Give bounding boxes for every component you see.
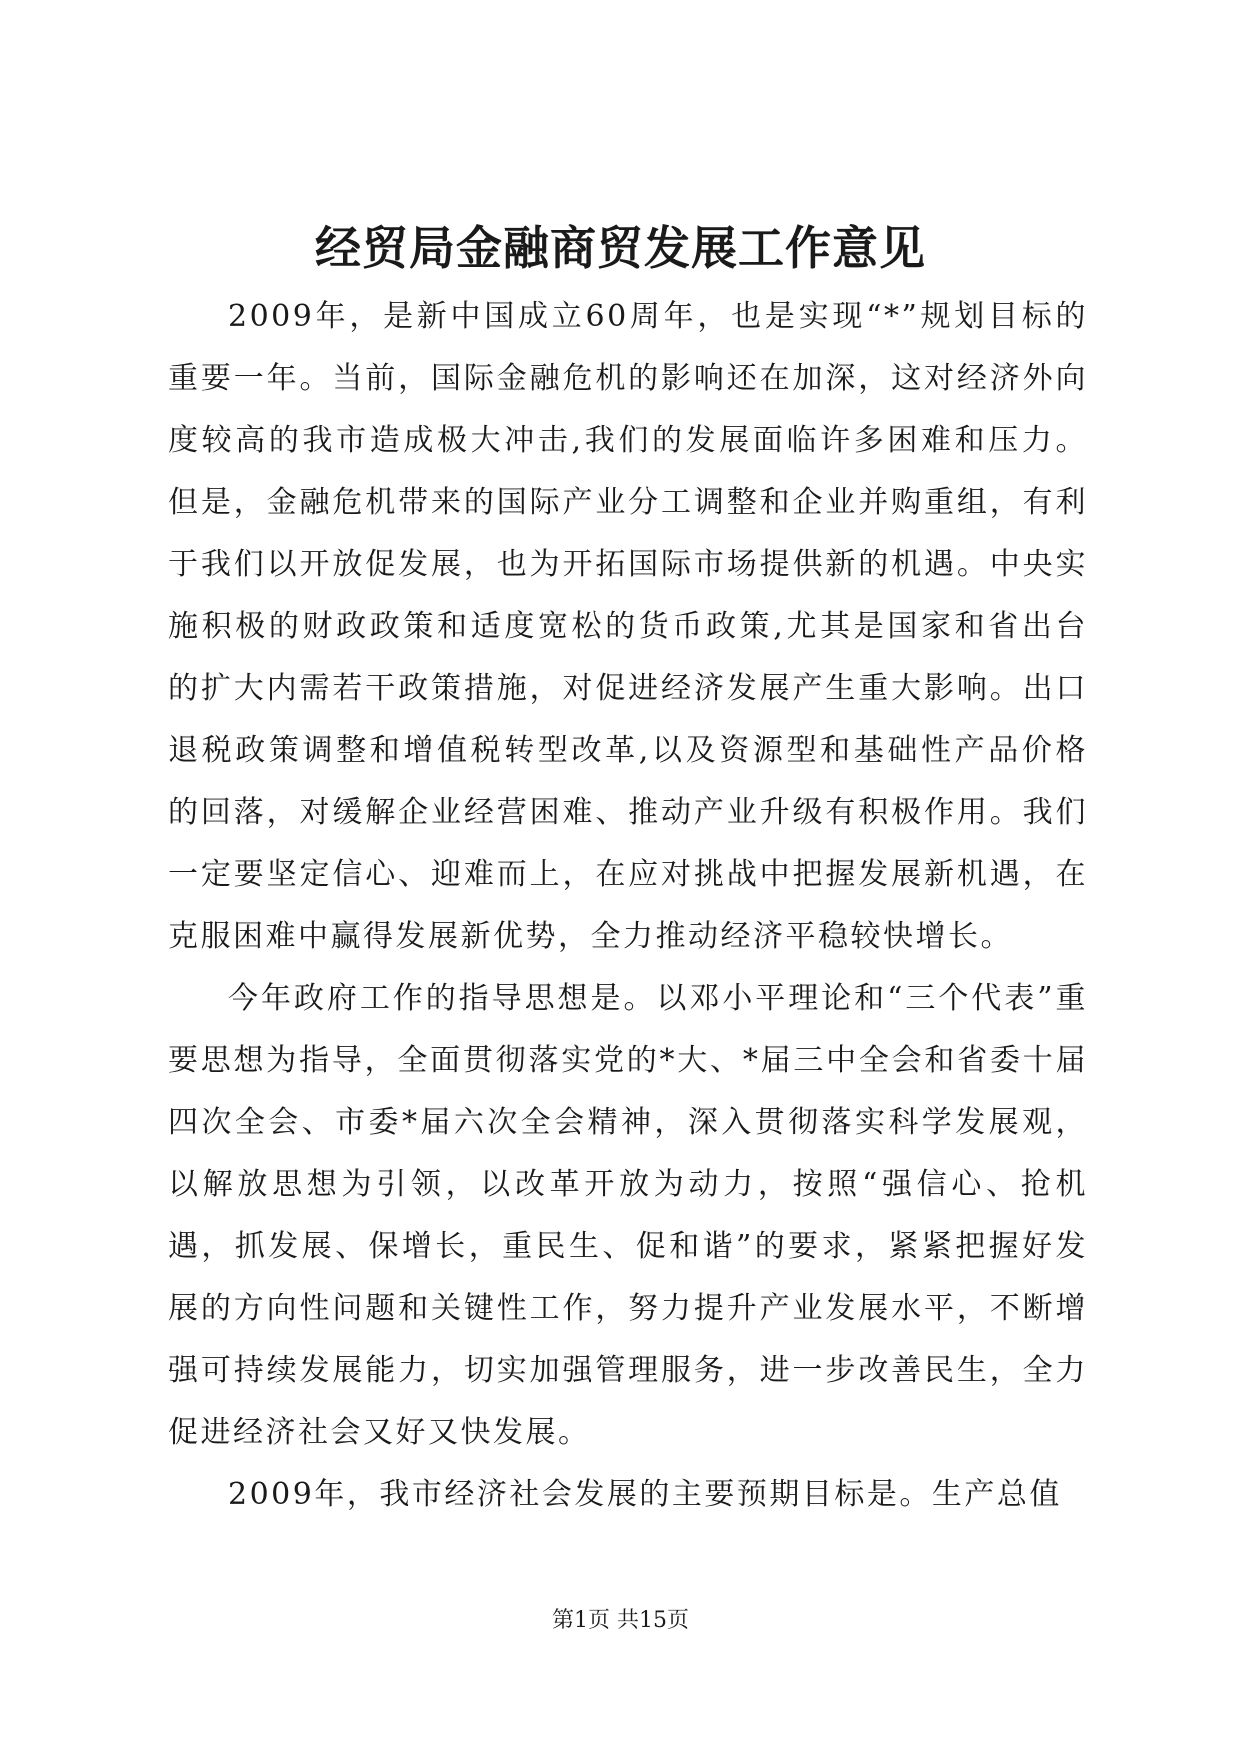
paragraph-2: 今年政府工作的指导思想是。以邓小平理论和“三个代表”重要思想为指导，全面贯彻落实党的*大、*届三中全会和省委十届四次全会、市委*届六次全会精神，深入贯彻落实科学发展观，以解放思想为引领，以改革开放为动力，按照“强信心、抢机遇，抓发展、保增长，重民生、促和谐”的要求，紧紧把握好发展的方向性问题和关键性工作，努力提升产业发展水平，不断增强可持续发展能力，切实加强管理服务，进一步改善民生，全力促进经济社会又好又快发展。 (168, 981, 1088, 1450)
paragraph-1: 2009年，是新中国成立60周年，也是实现“*”规划目标的重要一年。当前，国际金融危机的影响还在加深，这对经济外向度较高的我市造成极大冲击,我们的发展面临许多困难和压力。但是，金融危机带来的国际产业分工调整和企业并购重组，有利于我们以开放促发展，也为开拓国际市场提供新的机遇。中央实施积极的财政政策和适度宽松的货币政策,尤其是国家和省出台的扩大内需若干政策措施，对促进经济发展产生重大影响。出口退税政策调整和增值税转型改革,以及资源型和基础性产品价格的回落，对缓解企业经营困难、推动产业升级有积极作用。我们一定要坚定信心、迎难而上，在应对挑战中把握发展新机遇，在克服困难中赢得发展新优势，全力推动经济平稳较快增长。 (168, 299, 1088, 954)
page-number-footer: 第1页 共15页 (552, 1608, 689, 1633)
document-body (168, 286, 1088, 1526)
paragraph-3: 2009年，我市经济社会发展的主要预期目标是。生产总值 (228, 1477, 1062, 1512)
document-title: 经贸局金融商贸发展工作意见 (315, 221, 926, 275)
